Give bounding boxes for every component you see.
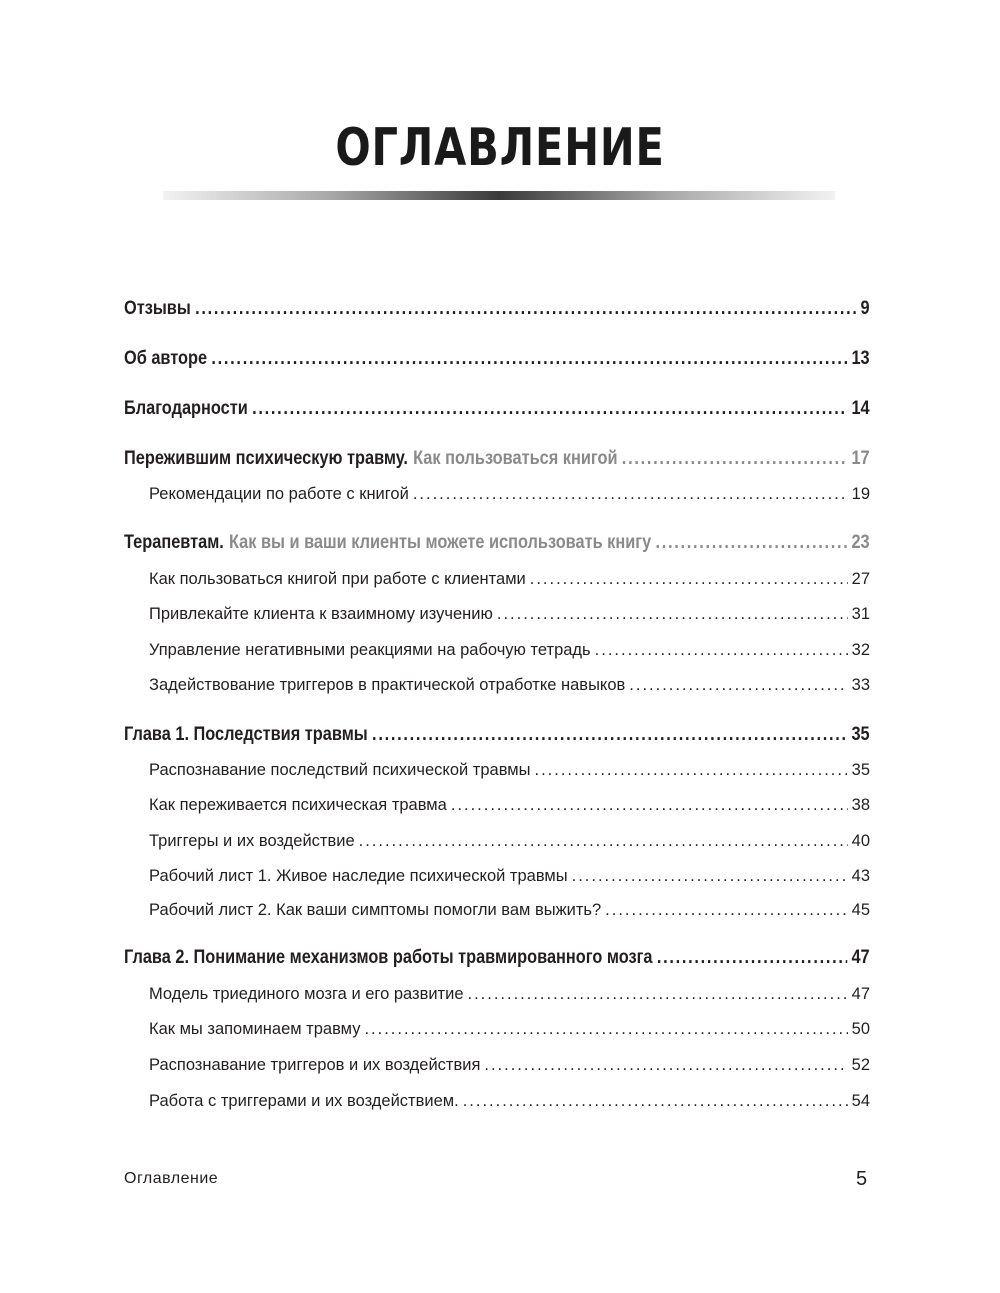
dot-leader [595, 641, 848, 660]
toc-entry-section[interactable] [149, 485, 870, 504]
toc-entry-page: 40 [851, 832, 870, 850]
toc-entry-section[interactable] [149, 570, 870, 589]
toc-entry-section[interactable] [149, 901, 870, 920]
toc-entry-section[interactable] [149, 1056, 870, 1075]
toc-entry-page: 35 [851, 761, 870, 779]
toc-entry-chapter[interactable] [124, 398, 870, 420]
toc-entry-page: 17 [851, 448, 870, 469]
toc-entry-section[interactable] [149, 832, 870, 851]
toc-entry-title: Глава 2. Понимание механизмов работы травмированного мозга [124, 947, 653, 968]
toc-entry-title: Модель триединого мозга и его развитие [149, 985, 464, 1003]
dot-leader [195, 298, 856, 320]
dot-leader [252, 398, 847, 420]
toc-entry-title: Распознавание последствий психической травмы [149, 761, 531, 779]
dot-leader [468, 985, 848, 1004]
toc-entry-page: 32 [851, 641, 870, 659]
dot-leader [413, 485, 848, 504]
toc-entry-subtitle: Как вы и ваши клиенты можете использовать книгу [228, 532, 652, 553]
dot-leader [535, 761, 848, 780]
toc-entry-page: 38 [851, 796, 870, 814]
page-number: 5 [856, 1168, 868, 1190]
toc-entry-page: 23 [851, 532, 870, 553]
toc-entry-page: 35 [851, 724, 870, 745]
toc-entry-page: 9 [860, 298, 870, 319]
toc-entry-section[interactable] [149, 985, 870, 1004]
running-footer-title: Оглавление [124, 1170, 219, 1187]
toc-entry-title: Привлекайте клиента к взаимному изучению [149, 605, 493, 623]
toc-entry-page: 43 [851, 867, 870, 885]
toc-entry-page: 14 [851, 398, 870, 419]
toc-entry-title: Благодарности [124, 398, 248, 419]
toc-entry-page: 52 [851, 1056, 870, 1074]
dot-leader [484, 1056, 847, 1075]
dot-leader [655, 532, 847, 554]
dot-leader [605, 901, 847, 920]
toc-entry-title: Глава 1. Последствия травмы [124, 724, 368, 745]
dot-leader [364, 1020, 847, 1039]
toc-entry-page: 19 [851, 485, 870, 503]
page-title: ОГЛАВЛЕНИЕ [335, 118, 665, 178]
dot-leader [211, 348, 847, 370]
toc-entry-page: 31 [851, 605, 870, 623]
toc-entry-title: Отзывы [124, 298, 191, 319]
toc-entry-title: Работа с триггерами и их воздействием. [149, 1092, 459, 1110]
toc-entry-page: 47 [851, 985, 870, 1003]
toc-entry-page: 54 [851, 1092, 870, 1110]
dot-leader [497, 605, 848, 624]
toc-entry-subtitle: Как пользоваться книгой [413, 448, 618, 469]
toc-entry-section[interactable] [149, 641, 870, 660]
dot-leader [657, 947, 847, 969]
dot-leader [372, 724, 847, 746]
toc-entry-title: Распознавание триггеров и их воздействия [149, 1056, 481, 1074]
toc-entry-title: Как мы запоминаем травму [149, 1020, 361, 1038]
toc-entry-section[interactable] [149, 676, 870, 695]
toc-entry-title: Терапевтам. [124, 532, 224, 553]
toc-entry-title: Пережившим психическую травму. [124, 448, 408, 469]
toc-entry-section[interactable] [149, 796, 870, 815]
toc-entry-title: Как пользоваться книгой при работе с клиентами [149, 570, 526, 588]
toc-entry-chapter[interactable] [124, 448, 870, 470]
toc-entry-section[interactable] [149, 1092, 870, 1111]
dot-leader [572, 867, 848, 886]
toc-entry-page: 13 [851, 348, 870, 369]
toc-entry-section[interactable] [149, 867, 870, 886]
toc-entry-title: Рекомендации по работе с книгой [149, 485, 409, 503]
dot-leader [629, 676, 847, 695]
toc-entry-section[interactable] [149, 605, 870, 624]
toc-entry-page: 47 [851, 947, 870, 968]
toc-entry-title: Как переживается психическая травма [149, 796, 447, 814]
toc-entry-title: Триггеры и их воздействие [149, 832, 355, 850]
toc-entry-title: Управление негативными реакциями на рабочую тетрадь [149, 641, 591, 659]
dot-leader [451, 796, 848, 815]
toc-entry-page: 27 [851, 570, 870, 588]
toc-entry-title: Рабочий лист 1. Живое наследие психической травмы [149, 867, 568, 885]
toc-entry-page: 33 [851, 676, 870, 694]
toc-entry-section[interactable] [149, 1020, 870, 1039]
toc-entry-page: 45 [851, 901, 870, 919]
toc-entry-chapter[interactable] [124, 348, 870, 370]
toc-entry-page: 50 [851, 1020, 870, 1038]
toc-entry-chapter[interactable] [124, 724, 870, 746]
dot-leader [530, 570, 848, 589]
dot-leader [359, 832, 848, 851]
toc-entry-chapter[interactable] [124, 947, 870, 969]
dot-leader [622, 448, 847, 470]
toc-entry-title: Об авторе [124, 348, 208, 369]
toc-entry-chapter[interactable] [124, 532, 870, 554]
toc-entry-section[interactable] [149, 761, 870, 780]
toc-entry-title: Задействование триггеров в практической отработке навыков [149, 676, 626, 694]
toc-entry-title: Рабочий лист 2. Как ваши симптомы помогли вам выжить? [149, 901, 602, 919]
toc-entry-chapter[interactable] [124, 298, 870, 320]
dot-leader [463, 1092, 848, 1111]
title-divider [163, 191, 835, 200]
